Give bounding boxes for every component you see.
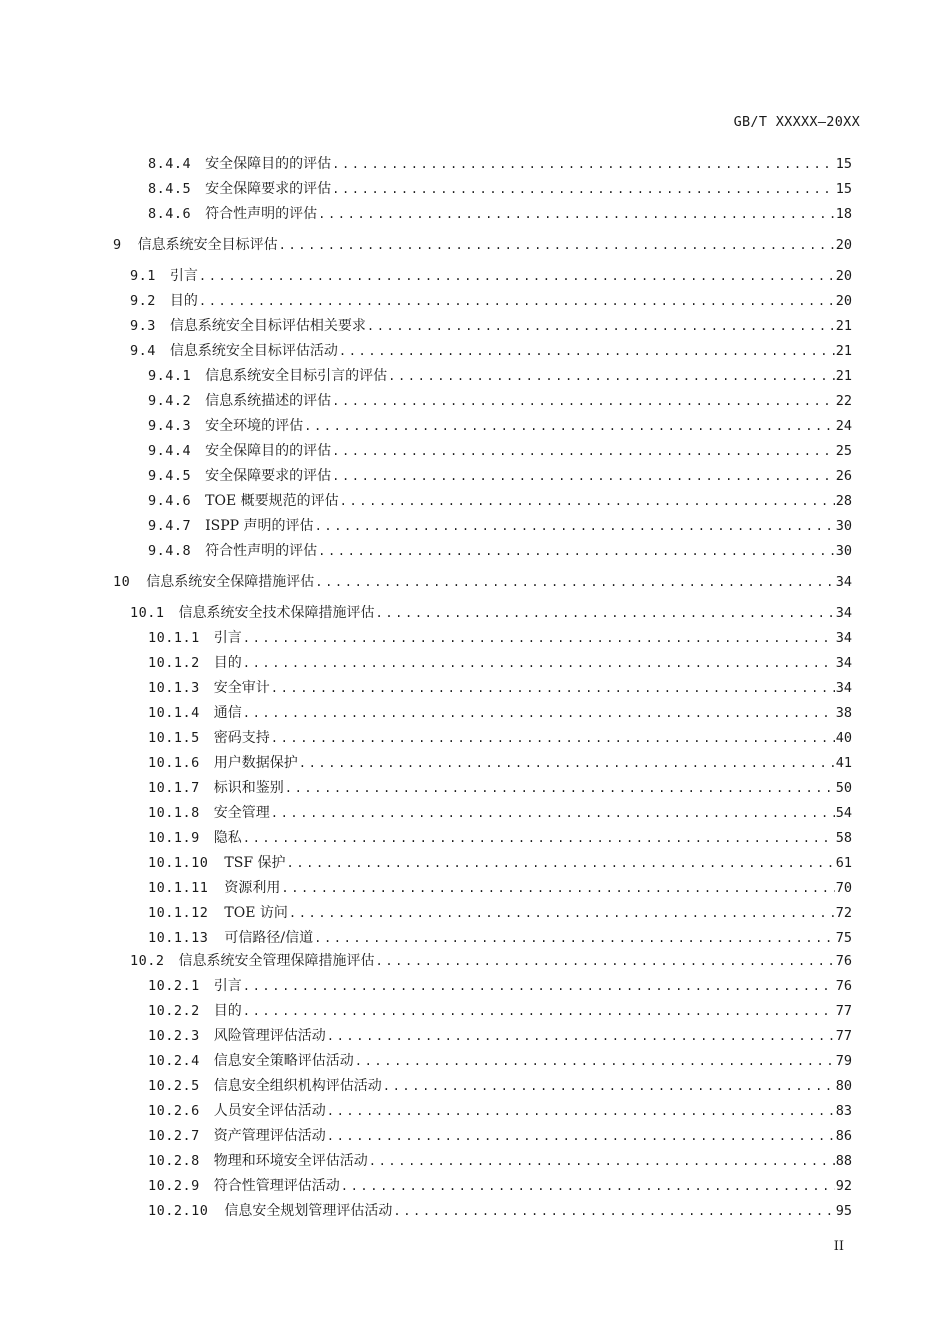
toc-entry-page: 34 <box>835 605 852 621</box>
toc-entry[interactable] <box>148 1125 852 1147</box>
toc-dot-leader <box>271 802 835 824</box>
toc-dot-leader <box>376 602 835 624</box>
toc-dot-leader <box>304 415 835 437</box>
toc-dot-leader <box>315 515 835 537</box>
toc-entry-page: 25 <box>835 443 852 459</box>
toc-entry-title: TOE 概要规范的评估 <box>205 493 339 509</box>
toc-entry-page: 34 <box>835 655 852 671</box>
toc-entry-page: 15 <box>835 181 852 197</box>
toc-entry[interactable] <box>130 315 852 337</box>
toc-entry-title: 安全审计 <box>213 680 270 696</box>
toc-entry-number: 10.2.6 <box>148 1103 200 1119</box>
toc-entry-title: 安全环境的评估 <box>205 418 304 434</box>
toc-entry[interactable] <box>148 440 852 462</box>
toc-entry-number: 9.4.8 <box>148 543 192 559</box>
toc-entry-number: 10.2.4 <box>148 1053 200 1069</box>
toc-dot-leader <box>332 390 835 412</box>
toc-entry-title: 信息安全组织机构评估活动 <box>213 1078 382 1094</box>
toc-entry-title: TSF 保护 <box>224 855 286 871</box>
toc-entry-title: 安全保障目的的评估 <box>205 156 332 172</box>
toc-dot-leader <box>367 315 835 337</box>
toc-entry-number: 10.2.1 <box>148 978 200 994</box>
toc-dot-leader <box>332 153 835 175</box>
toc-entry[interactable] <box>130 290 852 312</box>
toc-entry-title: 符合性声明的评估 <box>205 543 318 559</box>
toc-entry-number: 10.2.8 <box>148 1153 200 1169</box>
toc-entry-title: 安全保障要求的评估 <box>205 468 332 484</box>
toc-entry-title: 隐私 <box>213 830 242 846</box>
toc-entry[interactable] <box>148 727 852 749</box>
toc-entry[interactable] <box>148 752 852 774</box>
toc-entry-page: 21 <box>835 368 852 384</box>
toc-entry[interactable] <box>113 234 852 256</box>
toc-entry-page: 28 <box>835 493 852 509</box>
toc-entry[interactable] <box>148 802 852 824</box>
toc-dot-leader <box>376 950 835 972</box>
toc-entry[interactable] <box>148 827 852 849</box>
toc-entry[interactable] <box>148 1075 852 1097</box>
toc-entry-title: 信息系统安全目标评估相关要求 <box>169 318 366 334</box>
toc-entry-title: 可信路径/信道 <box>224 930 314 946</box>
toc-dot-leader <box>318 203 835 225</box>
toc-dot-leader <box>271 727 835 749</box>
toc-entry-title: 标识和鉴别 <box>213 780 284 796</box>
toc-entry-number: 9.1 <box>130 268 156 284</box>
toc-entry[interactable] <box>148 1100 852 1122</box>
toc-entry-number: 10.2.2 <box>148 1003 200 1019</box>
toc-entry-number: 9.3 <box>130 318 156 334</box>
toc-entry-number: 10.1.2 <box>148 655 200 671</box>
toc-entry[interactable] <box>148 1175 852 1197</box>
toc-entry-page: 20 <box>835 237 852 253</box>
toc-entry-page: 76 <box>835 953 852 969</box>
toc-entry[interactable] <box>148 777 852 799</box>
toc-entry[interactable] <box>148 153 852 175</box>
toc-entry-number: 10.1.13 <box>148 930 209 946</box>
toc-dot-leader <box>369 1150 835 1172</box>
toc-dot-leader <box>340 490 835 512</box>
toc-dot-leader <box>383 1075 835 1097</box>
toc-entry[interactable] <box>148 1000 852 1022</box>
toc-entry-page: 79 <box>835 1053 852 1069</box>
toc-entry[interactable] <box>148 490 852 512</box>
toc-entry-title: 引言 <box>169 268 198 284</box>
toc-dot-leader <box>332 178 835 200</box>
toc-entry[interactable] <box>148 390 852 412</box>
toc-entry-number: 10.2.7 <box>148 1128 200 1144</box>
toc-entry-page: 95 <box>835 1203 852 1219</box>
toc-dot-leader <box>243 652 835 674</box>
toc-entry-number: 9.4.6 <box>148 493 192 509</box>
toc-entry-page: 61 <box>835 855 852 871</box>
toc-entry-number: 10.1.10 <box>148 855 209 871</box>
toc-entry-number: 8.4.6 <box>148 206 192 222</box>
toc-entry-number: 10.1.4 <box>148 705 200 721</box>
toc-entry-number: 9.4.1 <box>148 368 192 384</box>
toc-entry-number: 10.1.7 <box>148 780 200 796</box>
toc-entry-page: 50 <box>835 780 852 796</box>
toc-entry-number: 10.1.8 <box>148 805 200 821</box>
toc-entry[interactable] <box>130 950 852 972</box>
toc-entry-page: 70 <box>835 880 852 896</box>
toc-entry[interactable] <box>148 1150 852 1172</box>
toc-entry-page: 86 <box>835 1128 852 1144</box>
toc-entry-number: 9.4.4 <box>148 443 192 459</box>
toc-entry-title: 风险管理评估活动 <box>213 1028 326 1044</box>
toc-entry-page: 75 <box>835 930 852 946</box>
toc-dot-leader <box>339 340 835 362</box>
toc-entry-number: 10 <box>113 574 131 590</box>
toc-entry-number: 9.2 <box>130 293 156 309</box>
toc-entry-page: 76 <box>835 978 852 994</box>
toc-dot-leader <box>271 677 835 699</box>
toc-dot-leader <box>355 1050 835 1072</box>
toc-entry-number: 10.1.12 <box>148 905 209 921</box>
toc-entry-title: 用户数据保护 <box>213 755 298 771</box>
toc-entry[interactable] <box>148 1200 852 1222</box>
toc-entry-title: 符合性声明的评估 <box>205 206 318 222</box>
toc-dot-leader <box>388 365 835 387</box>
toc-dot-leader <box>318 540 835 562</box>
toc-entry-page: 24 <box>835 418 852 434</box>
toc-entry[interactable] <box>148 677 852 699</box>
toc-dot-leader <box>243 975 835 997</box>
toc-dot-leader <box>315 571 834 593</box>
toc-dot-leader <box>289 902 835 924</box>
toc-entry-number: 10.2 <box>130 953 165 969</box>
toc-entry-title: 信息系统安全目标评估 <box>137 237 278 253</box>
toc-entry-number: 9.4 <box>130 343 156 359</box>
toc-dot-leader <box>243 702 835 724</box>
toc-entry-page: 22 <box>835 393 852 409</box>
toc-entry-number: 9.4.3 <box>148 418 192 434</box>
toc-entry[interactable] <box>148 1050 852 1072</box>
toc-dot-leader <box>341 1175 835 1197</box>
toc-entry[interactable] <box>148 927 852 949</box>
toc-entry-title: 信息系统安全技术保障措施评估 <box>178 605 375 621</box>
toc-entry-title: ISPP 声明的评估 <box>205 518 314 534</box>
toc-entry-title: 引言 <box>213 978 242 994</box>
toc-dot-leader <box>243 827 835 849</box>
toc-entry[interactable] <box>148 415 852 437</box>
toc-entry-title: 人员安全评估活动 <box>213 1103 326 1119</box>
document-code-header: GB/T XXXXX—20XX <box>733 114 860 130</box>
toc-entry[interactable] <box>148 540 852 562</box>
toc-entry-number: 9.4.5 <box>148 468 192 484</box>
toc-entry-number: 9 <box>113 237 122 253</box>
toc-entry-page: 21 <box>835 318 852 334</box>
toc-entry-number: 8.4.4 <box>148 156 192 172</box>
toc-entry[interactable] <box>148 515 852 537</box>
toc-dot-leader <box>243 627 835 649</box>
toc-entry-title: 通信 <box>213 705 242 721</box>
toc-entry-page: 30 <box>835 518 852 534</box>
toc-entry-title: 信息系统安全保障措施评估 <box>146 574 315 590</box>
toc-entry-page: 20 <box>835 268 852 284</box>
page-number: II <box>833 1239 844 1254</box>
toc-dot-leader <box>393 1200 834 1222</box>
toc-dot-leader <box>299 752 835 774</box>
toc-dot-leader <box>327 1025 835 1047</box>
toc-entry-page: 26 <box>835 468 852 484</box>
toc-entry-title: 安全管理 <box>213 805 270 821</box>
toc-entry-number: 10.1.6 <box>148 755 200 771</box>
toc-dot-leader <box>243 1000 835 1022</box>
toc-entry[interactable] <box>148 852 852 874</box>
toc-dot-leader <box>281 877 834 899</box>
toc-entry-title: 符合性管理评估活动 <box>213 1178 340 1194</box>
toc-entry-number: 10.1.9 <box>148 830 200 846</box>
toc-entry-title: 信息系统安全目标引言的评估 <box>205 368 388 384</box>
toc-entry-page: 30 <box>835 543 852 559</box>
toc-dot-leader <box>332 465 835 487</box>
toc-entry-title: 资源利用 <box>224 880 281 896</box>
toc-entry[interactable] <box>148 203 852 225</box>
toc-entry[interactable] <box>148 365 852 387</box>
toc-entry-number: 10.1.3 <box>148 680 200 696</box>
toc-entry[interactable] <box>148 902 852 924</box>
toc-entry-page: 40 <box>835 730 852 746</box>
toc-entry[interactable] <box>130 340 852 362</box>
toc-entry-page: 72 <box>835 905 852 921</box>
toc-entry-page: 88 <box>835 1153 852 1169</box>
toc-entry-title: 物理和环境安全评估活动 <box>213 1153 368 1169</box>
toc-entry[interactable] <box>130 602 852 624</box>
toc-entry-number: 8.4.5 <box>148 181 192 197</box>
toc-entry-page: 38 <box>835 705 852 721</box>
toc-entry-title: 信息安全策略评估活动 <box>213 1053 354 1069</box>
toc-dot-leader <box>287 852 835 874</box>
toc-entry-title: 目的 <box>213 655 242 671</box>
toc-entry[interactable] <box>148 1025 852 1047</box>
toc-entry-page: 58 <box>835 830 852 846</box>
toc-entry-number: 10.1.11 <box>148 880 209 896</box>
toc-entry-title: 资产管理评估活动 <box>213 1128 326 1144</box>
toc-dot-leader <box>327 1125 835 1147</box>
toc-entry-page: 80 <box>835 1078 852 1094</box>
toc-entry-title: 信息系统描述的评估 <box>205 393 332 409</box>
toc-entry[interactable] <box>130 265 852 287</box>
toc-entry-title: TOE 访问 <box>224 905 288 921</box>
toc-entry-number: 10.1.1 <box>148 630 200 646</box>
toc-entry-title: 目的 <box>169 293 198 309</box>
toc-entry-number: 10.2.9 <box>148 1178 200 1194</box>
toc-entry-page: 34 <box>835 680 852 696</box>
toc-entry-title: 信息系统安全目标评估活动 <box>169 343 338 359</box>
toc-entry-number: 9.4.2 <box>148 393 192 409</box>
toc-entry-page: 92 <box>835 1178 852 1194</box>
toc-entry-page: 34 <box>835 574 852 590</box>
toc-entry-page: 21 <box>835 343 852 359</box>
toc-entry[interactable] <box>148 627 852 649</box>
toc-entry-title: 目的 <box>213 1003 242 1019</box>
toc-entry-number: 10.2.5 <box>148 1078 200 1094</box>
toc-dot-leader <box>332 440 835 462</box>
toc-entry-number: 10.2.3 <box>148 1028 200 1044</box>
toc-entry-page: 77 <box>835 1028 852 1044</box>
toc-dot-leader <box>279 234 835 256</box>
toc-entry-title: 信息安全规划管理评估活动 <box>224 1203 393 1219</box>
toc-dot-leader <box>199 265 835 287</box>
toc-entry[interactable] <box>113 571 852 593</box>
toc-entry[interactable] <box>148 465 852 487</box>
toc-entry[interactable] <box>148 652 852 674</box>
toc-dot-leader <box>199 290 835 312</box>
toc-entry-number: 10.2.10 <box>148 1203 209 1219</box>
toc-entry[interactable] <box>148 975 852 997</box>
toc-entry-number: 9.4.7 <box>148 518 192 534</box>
toc-entry[interactable] <box>148 702 852 724</box>
toc-entry-page: 34 <box>835 630 852 646</box>
toc-entry-number: 10.1.5 <box>148 730 200 746</box>
toc-entry[interactable] <box>148 877 852 899</box>
toc-entry-title: 安全保障目的的评估 <box>205 443 332 459</box>
toc-entry-title: 密码支持 <box>213 730 270 746</box>
toc-entry-page: 77 <box>835 1003 852 1019</box>
toc-dot-leader <box>327 1100 835 1122</box>
toc-entry-page: 54 <box>835 805 852 821</box>
toc-entry-page: 83 <box>835 1103 852 1119</box>
toc-entry-title: 信息系统安全管理保障措施评估 <box>178 953 375 969</box>
toc-entry-number: 10.1 <box>130 605 165 621</box>
toc-entry-page: 41 <box>835 755 852 771</box>
toc-entry-title: 引言 <box>213 630 242 646</box>
toc-entry-page: 20 <box>835 293 852 309</box>
toc-entry-title: 安全保障要求的评估 <box>205 181 332 197</box>
toc-dot-leader <box>314 927 835 949</box>
toc-entry-page: 15 <box>835 156 852 172</box>
toc-dot-leader <box>285 777 835 799</box>
toc-entry-page: 18 <box>835 206 852 222</box>
toc-entry[interactable] <box>148 178 852 200</box>
